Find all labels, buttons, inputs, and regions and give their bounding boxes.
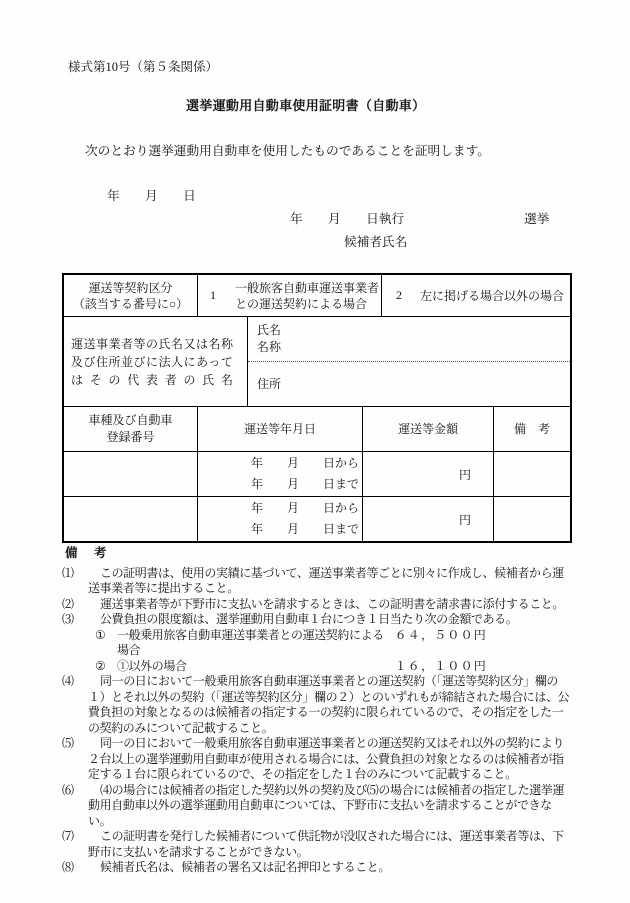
operator-name-field <box>248 317 570 362</box>
note-text: この証明書を発行した候補者について供託物が没収された場合には、運送事業者等は、下野市に支払いを請求することができない。 <box>88 829 564 859</box>
remarks-cell-blank-1 <box>494 452 570 496</box>
option1-number: 1 <box>210 288 216 302</box>
contract-type-header-cell <box>64 275 198 316</box>
issue-date-line: 年 月 日 <box>107 189 196 203</box>
address-label: 住所 <box>257 377 282 391</box>
note-item-8 <box>62 860 572 876</box>
note-number: ⑸ <box>62 736 74 750</box>
note-item-1 <box>62 565 572 597</box>
contract-option2-cell <box>382 275 570 316</box>
note-number: ⑹ <box>62 782 74 797</box>
usage-certificate-table <box>62 273 572 543</box>
option1-text: 一般旅客自動車運送事業者との運送契約による場合 <box>235 280 380 311</box>
note-text: ⑷の場合には候補者の指定した契約以外の契約及び⑸の場合には候補者の指定した選挙運動用自動車以外の選挙運動用自動車については、下野市に支払いを請求することができない。 <box>88 782 565 828</box>
note-text: 同一の日において一般乗用旅客自動車運送事業者との運送契約（「運送等契約区分」欄の１）とそれ以外の契約（「運送等契約区分」欄の２）とのいずれもが締結された場合には、公費負担の対象となるのは候補者の指定する一の契約に限られているので、その指定をした一の契約のみについて記載すること。 <box>88 674 570 735</box>
date-cell-1 <box>198 452 363 496</box>
amount-header-label: 運送等金額 <box>397 421 458 436</box>
note-item-3 <box>62 612 572 628</box>
amount-column-header <box>363 407 494 451</box>
note-number: ⑻ <box>62 860 74 874</box>
option2-text: 左に掲げる場合以外の場合 <box>420 289 565 303</box>
vehicle-cell-blank-1 <box>64 452 198 496</box>
note-text: 候補者氏名は、候補者の署名又は記名押印とすること。 <box>100 860 391 874</box>
operator-label: 運送事業者等の氏名又は名称及び住所並びに法人にあってはその代表者の氏名 <box>71 336 233 387</box>
detail-row-2 <box>64 497 570 541</box>
vehicle-header-line1: 車種及び自動車 <box>88 413 173 427</box>
note-item-4 <box>62 674 572 736</box>
date-from-label: 年 月 日から <box>250 501 359 515</box>
contract-type-label-line2: （該当する番号に○） <box>72 297 189 311</box>
operator-row <box>64 317 570 407</box>
form-number: 様式第10号（第５条関係） <box>68 60 219 74</box>
note-text: この証明書は、使用の実績に基づいて、運送事業者等ごとに別々に作成し、候補者から運送事業者等に提出すること。 <box>88 565 564 595</box>
note-number: ⑷ <box>62 674 74 688</box>
note-subitem-1 <box>95 628 487 659</box>
remarks-header-label: 備 考 <box>513 421 550 436</box>
remarks-column-header <box>494 407 570 451</box>
notes-section <box>62 546 572 876</box>
notes-heading: 備 考 <box>65 546 109 560</box>
note-number: ⑴ <box>62 565 74 580</box>
election-suffix-label: 選挙 <box>524 212 550 226</box>
note-number: ⑶ <box>62 612 74 626</box>
yen-unit-label: 円 <box>458 467 471 482</box>
candidate-name-label: 候補者氏名 <box>344 235 408 249</box>
vehicle-column-header <box>64 407 198 451</box>
note-item-5 <box>62 736 572 783</box>
operator-address-field <box>248 362 570 405</box>
date-from-label: 年 月 日から <box>250 456 359 470</box>
note-text: 同一の日において一般乗用旅客自動車運送事業者との運送契約又はそれ以外の契約により２台以上の選挙運動用自動車が使用される場合には、公費負担の対象となるのは候補者が指定する１台に限られているので、その指定をした１台のみについて記載すること。 <box>88 736 565 781</box>
name-label-line1: 氏名 <box>257 323 282 337</box>
operator-value-cell <box>248 317 570 406</box>
detail-header-row <box>64 407 570 452</box>
operator-header-cell <box>64 317 248 406</box>
date-to-label: 年 月 日まで <box>250 522 359 536</box>
subnote-amount: １６，１００円 <box>394 658 487 673</box>
note-text: 公費負担の限度額は、選挙運動用自動車１台につき１日当たり次の金額である。 <box>100 612 518 626</box>
contract-type-row <box>64 275 570 317</box>
note-text: 運送事業者等が下野市に支払いを請求するときは、この証明書を請求書に添付すること。 <box>100 596 565 611</box>
election-date-line: 年 月 日執行 <box>290 212 405 226</box>
option2-number: 2 <box>396 288 402 302</box>
contract-option1-cell <box>198 275 382 316</box>
date-column-header <box>198 407 363 451</box>
yen-unit-label: 円 <box>458 512 471 527</box>
note-item-6 <box>62 782 572 830</box>
subnote-text: 一般乗用旅客自動車運送事業者との運送契約による場合 <box>117 627 384 657</box>
date-cell-2 <box>198 497 363 541</box>
note-item-2 <box>62 596 572 613</box>
remarks-cell-blank-2 <box>494 497 570 541</box>
date-to-label: 年 月 日まで <box>250 477 359 491</box>
subnote-number: ① <box>95 627 106 642</box>
note-number: ⑺ <box>62 829 74 843</box>
note-item-7 <box>62 829 572 860</box>
subnote-amount: ６４，５００円 <box>394 627 487 642</box>
note-number: ⑵ <box>62 596 74 611</box>
contract-type-label-line1: 運送等契約区分 <box>88 281 173 295</box>
name-label-line2: 名称 <box>257 340 282 354</box>
amount-cell-2 <box>363 497 494 541</box>
subnote-number: ② <box>95 658 106 673</box>
document-title: 選挙運動用自動車使用証明書（自動車） <box>186 98 426 113</box>
amount-cell-1 <box>363 452 494 496</box>
intro-sentence: 次のとおり選挙運動用自動車を使用したものであることを証明します。 <box>85 144 490 158</box>
subnote-text: ①以外の場合 <box>117 658 187 673</box>
note-subitem-2 <box>95 659 487 675</box>
vehicle-cell-blank-2 <box>64 497 198 541</box>
vehicle-header-line2: 登録番号 <box>106 430 155 444</box>
detail-row-1 <box>64 452 570 497</box>
date-header-label: 運送等年月日 <box>243 421 316 436</box>
